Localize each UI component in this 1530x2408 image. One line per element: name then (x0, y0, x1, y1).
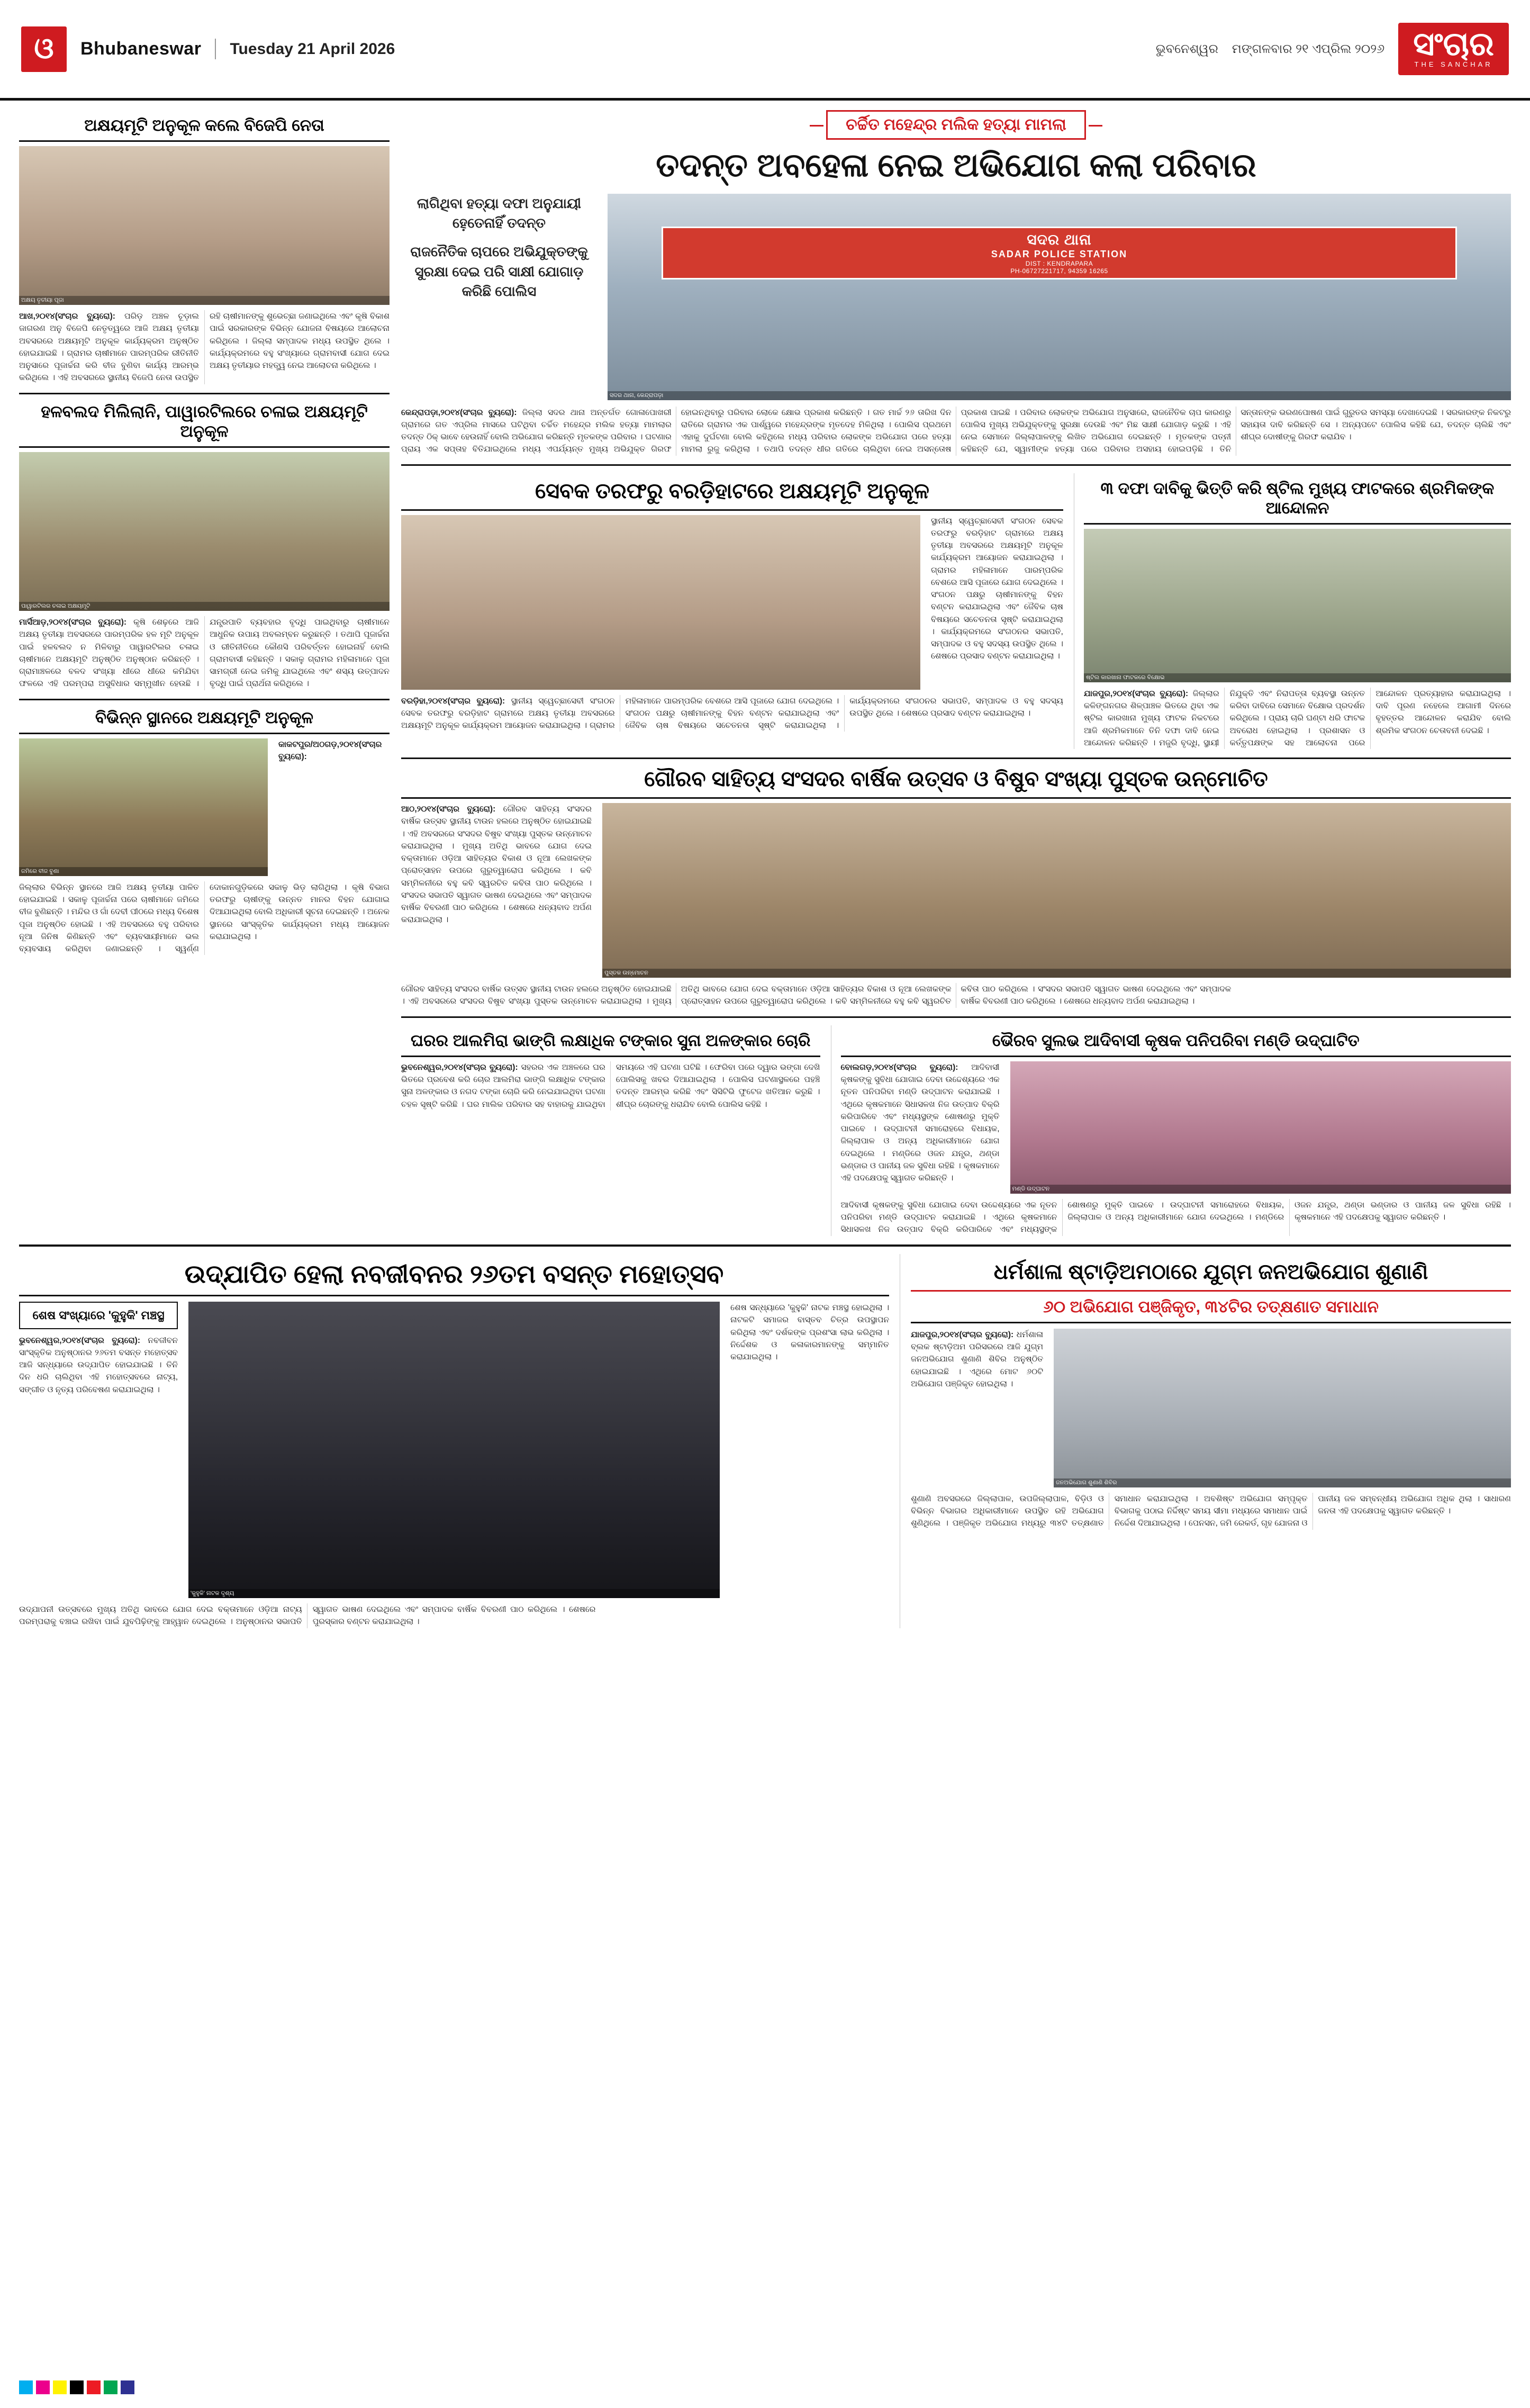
lead-para-1: ଜିଲ୍ଲା ସଦର ଥାନା ଅନ୍ତର୍ଗତ ଗୋଳାପୋଖରୀ ଗ୍ରାମରେ ଗତ ଏପ୍ରିଲ ମାସରେ ଘଟିଥିବା ଚର୍ଚ୍ଚିତ ମହେନ୍ଦ୍ର ମଲିକ ହତ୍ୟା ମାମଲାର ତଦନ୍ତ ଠିକ୍ ଭାବେ ହେଉନାହିଁ ବୋଲି ଅଭିଯୋଗ କରିଛନ୍ତି ମୃତକଙ୍କ ପରିବାର । ଘଟଣାର ପ୍ରାୟ ଏକ ସପ୍ତାହ ବିତିଯାଇଥିଲେ ମଧ୍ୟ ଏପର୍ଯ୍ୟନ୍ତ ମୁଖ୍ୟ ଅଭିଯୁକ୍ତ ଗିରଫ ହୋଇନଥିବାରୁ ପରିବାର ଲୋକେ କ୍ଷୋଭ ପ୍ରକାଶ କରିଛନ୍ତି । (401, 408, 870, 454)
story-headline: ଉଦ୍‌ଯାପିତ ହେଲା ନବଜୀବନର ୨୬ତମ ବସନ୍ତ ମହୋତ୍ସବ (184, 1260, 724, 1288)
story-body (1084, 688, 1511, 749)
lead-para-4: ମୃତକଙ୍କ ପତ୍ନୀ କହିଛନ୍ତି ଯେ, ସ୍ୱାମୀଙ୍କ ହତ୍ୟା ପରେ ପରିବାର ଅସହାୟ ହୋଇପଡ଼ିଛି । ତିନି ସନ୍ତାନଙ୍କ ଭରଣପୋଷଣ ପାଇଁ ଗୁରୁତର ସମସ୍ୟା ଦେଖାଦେଇଛି । ସରକାରଙ୍କ ନିକଟରୁ ସହାୟତା ଦାବି କରିଛନ୍ତି ସେ । ଅନ୍ୟପଟେ ପୋଲିସ କହିଛି ଯେ, ତଦନ୍ତ ଚାଲିଛି ଏବଂ ଶୀଘ୍ର ଦୋଷୀଙ୍କୁ ଗିରଫ କରାଯିବ । (961, 408, 1511, 454)
story-body (19, 616, 390, 690)
story-text-a: ଗୌରବ ସାହିତ୍ୟ ସଂସଦର ବାର୍ଷିକ ଉତ୍ସବ ସ୍ଥାନୀୟ ଟାଉନ ହଲରେ ଅନୁଷ୍ଠିତ ହୋଇଯାଇଛି । ଏହି ଅବସରରେ ସଂସଦର ବିଷୁବ ସଂଖ୍ୟା ପୁସ୍ତକ ଉନ୍ମୋଚନ କରାଯାଇଥିଲା । ମୁଖ୍ୟ ଅତିଥି ଭାବରେ ଯୋଗ ଦେଇ ବକ୍ତାମାନେ ଓଡ଼ିଆ ସାହିତ୍ୟର ବିକାଶ ଓ ନୂଆ ଲେଖକଙ୍କ ପ୍ରୋତ୍ସାହନ ଉପରେ ଗୁରୁତ୍ୱାରୋପ କରିଥିଲେ । କବି ସମ୍ମିଳନୀରେ ବହୁ କବି ସ୍ୱରଚିତ କବିତା ପାଠ କରିଥିଲେ । ସଂସଦର ସଭାପତି ସ୍ୱାଗତ ଭାଷଣ ଦେଇଥିଲେ ଏବଂ ସମ୍ପାଦକ ବାର୍ଷିକ ବିବରଣୀ ପାଠ କରିଥିଲେ । ଶେଷରେ ଧନ୍ୟବାଦ ଅର୍ପଣ କରାଯାଇଥିଲା । (401, 805, 592, 925)
story-bhairab (831, 1025, 1511, 1236)
story-subhead: ଶେଷ ସଂଖ୍ୟାରେ 'କୁହୁକି' ମଞ୍ଚସ୍ଥ (32, 1309, 165, 1322)
story-text: ଜିଲ୍ଲାର ବିଭିନ୍ନ ସ୍ଥାନରେ ଆଜି ଅକ୍ଷୟ ତୃତୀୟା ପାଳିତ ହୋଇଯାଇଛି । ସକାଳୁ ପୂଜାର୍ଚ୍ଚନା ପରେ ଚାଷୀମାନେ ଜମିରେ ବୀଜ ବୁଣିଛନ୍ତି । ମନ୍ଦିର ଓ ଗାଁ ଦେବୀ ପୀଠରେ ମଧ୍ୟ ବିଶେଷ ପୂଜା ଅନୁଷ୍ଠିତ ହୋଇଛି । ଏହି ଅବସରରେ ବହୁ ପରିବାର ନୂଆ ଜିନିଷ କିଣିଛନ୍ତି ଏବଂ ବ୍ୟବସାୟୀମାନେ ଭଲ ବ୍ୟବସାୟ କରିଥିବା ଜଣାଇଛନ୍ତି । ସ୍ୱର୍ଣ୍ଣ ଦୋକାନଗୁଡ଼ିକରେ ସକାଳୁ ଭିଡ଼ ଲାଗିଥିଲା । କୃଷି ବିଭାଗ ତରଫରୁ ଚାଷୀଙ୍କୁ ଉନ୍ନତ ମାନର ବିହନ ଯୋଗାଇ ଦିଆଯାଇଥିଲା ବୋଲି ଅଧିକାରୀ ସୂଚନା ଦେଇଛନ୍ତି । ଅନେକ ସ୍ଥାନରେ ସାଂସ୍କୃତିକ କାର୍ଯ୍ୟକ୍ରମ ମଧ୍ୟ ଆୟୋଜନ କରାଯାଇଥିଲା । (19, 882, 390, 953)
story-headline: ଘରର ଆଲମିରା ଭାଙ୍ଗି ଲକ୍ଷାଧିକ ଟଙ୍କାର ସୁନା ଅଳଙ୍କାର ଚୋରି (411, 1031, 811, 1050)
story-headline: ହଳବଲଦ ମିଲିଲାନି, ପାୱାରଟିଲରେ ଚଳାଇ ଅକ୍ଷୟମୂଟି ଅନୁକୂଳ (41, 402, 368, 440)
drama-left (19, 1302, 178, 1598)
signboard-phone: PH-06727221717, 94359 16265 (1010, 267, 1108, 275)
left-column (19, 110, 390, 1236)
main-column (401, 110, 1511, 1236)
story-text-a: ଆଦିବାସୀ କୃଷକଙ୍କୁ ସୁବିଧା ଯୋଗାଇ ଦେବା ଉଦ୍ଦେଶ୍ୟରେ ଏକ ନୂତନ ପନିପରିବା ମଣ୍ଡି ଉଦ୍‌ଘାଟନ କରାଯାଇଛି । ଏଥିରେ କୃଷକମାନେ ସିଧାସଳଖ ନିଜ ଉତ୍ପାଦ ବିକ୍ରି କରିପାରିବେ ଏବଂ ମଧ୍ୟସ୍ଥଙ୍କ ଶୋଷଣରୁ ମୁକ୍ତି ପାଇବେ । ଉଦ୍‌ଘାଟନୀ ସମାରୋହରେ ବିଧାୟକ, ଜିଲ୍ଲାପାଳ ଓ ଅନ୍ୟ ଅଧିକାରୀମାନେ ଯୋଗ ଦେଇଥିଲେ । ମଣ୍ଡିରେ ଓଜନ ଯନ୍ତ୍ର, ଥଣ୍ଡା ଭଣ୍ଡାର ଓ ପାନୀୟ ଜଳ ସୁବିଧା ରହିଛି । କୃଷକମାନେ ଏହି ପଦକ୍ଷେପକୁ ସ୍ୱାଗତ କରିଛନ୍ତି । (840, 1062, 1000, 1183)
story-body (401, 983, 1511, 1008)
story-photo-row (401, 803, 1511, 978)
story-dateline: ଆଖ,୨୦୧୪(ସଂଚାର ବ୍ୟୁରୋ): (19, 312, 115, 321)
edition-date: Tuesday 21 April 2026 (230, 40, 395, 58)
story-subhead: ୬୦ ଅଭିଯୋଗ ପଞ୍ଜିକୃତ, ୩୪ଟିର ତତ୍‌କ୍ଷଣାତ ସମାଧାନ (1043, 1297, 1379, 1316)
story-photo (188, 1302, 720, 1598)
brand-name: ସଂଚାର (1413, 26, 1494, 62)
grievance-text-1 (911, 1329, 1043, 1487)
photo-caption: ପୁସ୍ତକ ଉନ୍ମୋଚନ (602, 969, 1511, 978)
story-photo-row (401, 515, 1063, 690)
story-text-b: ଗୌରବ ସାହିତ୍ୟ ସଂସଦର ବାର୍ଷିକ ଉତ୍ସବ ସ୍ଥାନୀୟ ଟାଉନ ହଲରେ ଅନୁଷ୍ଠିତ ହୋଇଯାଇଛି । ଏହି ଅବସରରେ ସଂସଦର ବିଷୁବ ସଂଖ୍ୟା ପୁସ୍ତକ ଉନ୍ମୋଚନ କରାଯାଇଥିଲା । ମୁଖ୍ୟ ଅତିଥି ଭାବରେ ଯୋଗ ଦେଇ ବକ୍ତାମାନେ ଓଡ଼ିଆ ସାହିତ୍ୟର ବିକାଶ ଓ ନୂଆ ଲେଖକଙ୍କ ପ୍ରୋତ୍ସାହନ ଉପରେ ଗୁରୁତ୍ୱାରୋପ କରିଥିଲେ । କବି ସମ୍ମିଳନୀରେ ବହୁ କବି ସ୍ୱରଚିତ କବିତା ପାଠ କରିଥିଲେ । ସଂସଦର ସଭାପତି ସ୍ୱାଗତ ଭାଷଣ ଦେଇଥିଲେ ଏବଂ ସମ୍ପାଦକ ବାର୍ଷିକ ବିବରଣୀ ପାଠ କରିଥିଲେ । ଶେଷରେ ଧନ୍ୟବାଦ ଅର୍ପଣ କରାଯାଇଥିଲା । (401, 985, 1232, 1006)
story-para-4: ଅନୁଷ୍ଠାନର ସଭାପତି ସ୍ୱାଗତ ଭାଷଣ ଦେଇଥିଲେ ଏବଂ ସମ୍ପାଦକ ବାର୍ଷିକ ବିବରଣୀ ପାଠ କରିଥିଲେ । ଶେଷରେ ପୁରସ୍କାର ବଣ୍ଟନ କରାଯାଇଥିଲା । (236, 1605, 596, 1627)
story-photo (19, 452, 390, 611)
drama-text-2 (730, 1302, 889, 1598)
story-photo (1010, 1061, 1511, 1194)
story-headline: ଧର୍ମଶାଳା ଷ୍ଟାଡ଼ିଅମଠାରେ ଯୁଗ୍ମ ଜନଅଭିଯୋଗ ଶୁଣାଣି (993, 1260, 1428, 1284)
lead-photo (608, 194, 1511, 400)
story-photo-row (19, 738, 390, 876)
story-headline: ୩ ଦଫା ଦାବିକୁ ଭିତ୍ତି କରି ଷ୍ଟିଲ ମୁଖ୍ୟ ଫାଟକରେ ଶ୍ରମିକଙ୍କ ଆନ୍ଦୋଳନ (1100, 479, 1495, 517)
story-text-b: ସ୍ଥାନୀୟ ସ୍ୱେଚ୍ଛାସେବୀ ସଂଗଠନ ସେବକ ତରଫରୁ ବରଡ଼ିହାଟ ଗ୍ରାମରେ ଅକ୍ଷୟ ତୃତୀୟା ଅବସରରେ ଅକ୍ଷୟମୂଟି ଅନୁକୂଳ କାର୍ଯ୍ୟକ୍ରମ ଆୟୋଜନ କରାଯାଇଥିଲା । ଗ୍ରାମର ମହିଳାମାନେ ପାରମ୍ପରିକ ବେଶରେ ଆସି ପୂଜାରେ ଯୋଗ ଦେଇଥିଲେ । ସଂଗଠନ ପକ୍ଷରୁ ଚାଷୀମାନଙ୍କୁ ବିହନ ବଣ୍ଟନ କରାଯାଇଥିଲା ଏବଂ ଜୈବିକ ଚାଷ ବିଷୟରେ ସଚେତନତା ସୃଷ୍ଟି କରାଯାଇଥିଲା । କାର୍ଯ୍ୟକ୍ରମରେ ସଂଗଠନର ସଭାପତି, ସମ୍ପାଦକ ଓ ବହୁ ସଦସ୍ୟ ଉପସ୍ଥିତ ଥିଲେ । ଶେଷରେ ପ୍ରସାଦ ବଣ୍ଟନ କରାଯାଇଥିଲା । (401, 696, 1063, 730)
story-side-text (401, 803, 592, 978)
story-headline: ସେବକ ତରଫରୁ ବରଡ଼ିହାଟରେ ଅକ୍ଷୟମୂଟି ଅନୁକୂଳ (535, 479, 929, 503)
story-headline: ଭୈରବ ସୁଲଭ ଆଦିବାସୀ କୃଷକ ପନିପରିବା ମଣ୍ଡି ଉଦ୍‌ଘାଟିତ (992, 1031, 1360, 1050)
third-row (401, 1025, 1511, 1236)
edition-city-odia: ଭୁବନେଶ୍ୱର (1155, 41, 1218, 56)
story-side-text (841, 1061, 1000, 1194)
registration-marks (19, 2380, 134, 2394)
story-photo (19, 146, 390, 305)
lead-headline: ତଦନ୍ତ ଅବହେଳା ନେଇ ଅଭିଯୋଗ କଲା ପରିବାର (656, 147, 1256, 184)
photo-caption: ଜମିରେ ବୀଜ ବୁଣା (19, 867, 268, 876)
story-photo-row (841, 1061, 1511, 1194)
story-text-a: ସ୍ଥାନୀୟ ସ୍ୱେଚ୍ଛାସେବୀ ସଂଗଠନ ସେବକ ତରଫରୁ ବରଡ଼ିହାଟ ଗ୍ରାମରେ ଅକ୍ଷୟ ତୃତୀୟା ଅବସରରେ ଅକ୍ଷୟମୂଟି ଅନୁକୂଳ କାର୍ଯ୍ୟକ୍ରମ ଆୟୋଜନ କରାଯାଇଥିଲା । ଗ୍ରାମର ମହିଳାମାନେ ପାରମ୍ପରିକ ବେଶରେ ଆସି ପୂଜାରେ ଯୋଗ ଦେଇଥିଲେ । ସଂଗଠନ ପକ୍ଷରୁ ଚାଷୀମାନଙ୍କୁ ବିହନ ବଣ୍ଟନ କରାଯାଇଥିଲା ଏବଂ ଜୈବିକ ଚାଷ ବିଷୟରେ ସଚେତନତା ସୃଷ୍ଟି କରାଯାଇଥିଲା । କାର୍ଯ୍ୟକ୍ରମରେ ସଂଗଠନର ସଭାପତି, ସମ୍ପାଦକ ଓ ବହୁ ସଦସ୍ୟ ଉପସ୍ଥିତ ଥିଲେ । ଶେଷରେ ପ୍ରସାଦ ବଣ୍ଟନ କରାଯାଇଥିଲା । (930, 516, 1063, 661)
edition-date-odia: ମଙ୍ଗଳବାର ୨୧ ଏପ୍ରିଲ ୨୦୨୬ (1232, 41, 1385, 56)
story-photo (1054, 1329, 1511, 1487)
story-powertiller (19, 402, 390, 690)
photo-caption: ଜନଅଭିଯୋଗ ଶୁଣାଣି ଶିବିର (1054, 1478, 1511, 1487)
lead-subhead-1: ଲାଗିଥିବା ହତ୍ୟା ଦଫା ଅନୁଯାୟୀ ହେତେ଼ନାହିଁ ତଦନ୍ତ (417, 195, 582, 231)
story-dateline: କାକଟପୁର/ଅଠଗଡ଼,୨୦୧୪(ସଂଚାର ବ୍ୟୁରୋ): (278, 739, 382, 761)
bottom-section (19, 1254, 1511, 1628)
masthead-right (1156, 23, 1509, 75)
story-para-1: ଧର୍ମଶାଳା ବ୍ଲକ ଷ୍ଟାଡ଼ିଅମ ପରିସରରେ ଆଜି ଯୁଗ୍ମ ଜନଅଭିଯୋଗ ଶୁଣାଣି ଶିବିର ଅନୁଷ୍ଠିତ ହୋଇଯାଇଛି । ଏଥିରେ ମୋଟ ୬୦ଟି ଅଭିଯୋଗ ପଞ୍ଜିକୃତ ହୋଇଥିଲା । (911, 1330, 1044, 1388)
story-dateline: ବୋଲଗଡ଼,୨୦୧୪(ସଂଚାର ବ୍ୟୁରୋ): (840, 1062, 958, 1072)
lead-body (401, 407, 1511, 456)
story-dateline: ଯାଜପୁର,୨୦୧୪(ସଂଚାର ବ୍ୟୁରୋ): (911, 1330, 1014, 1339)
drama-subhead-box (19, 1302, 178, 1329)
drama-row (19, 1302, 889, 1598)
drama-text-1 (19, 1334, 178, 1396)
photo-caption: ସଦର ଥାନା, କେନ୍ଦ୍ରାପଡ଼ା (608, 391, 1511, 400)
signboard-odia: ସଦର ଥାନା (1027, 231, 1092, 248)
story-para-2: ଶୁଣାଣି ଅବସରରେ ଜିଲ୍ଲାପାଳ, ଉପଜିଲ୍ଲାପାଳ, ବିଡ଼ିଓ ଓ ବିଭିନ୍ନ ବିଭାଗର ଅଧିକାରୀମାନେ ଉପସ୍ଥିତ ରହି ଅଭିଯୋଗ ଶୁଣିଥିଲେ । (911, 1494, 1104, 1528)
story-dateline: ଯାଜପୁର,୨୦୧୪(ସଂଚାର ବ୍ୟୁରୋ): (1083, 689, 1189, 698)
story-akshaya-various (19, 708, 390, 955)
page-content (0, 101, 1530, 1628)
publication-logo: ଓ (21, 26, 67, 72)
story-text: ପରିଡ଼ ଅଞ୍ଚଳ ଚୂଡ଼ାଲ ଜାଗରଣ ଅନୁ ବିଜେପି ନେତୃତ୍ୱରେ ଆଜି ଅକ୍ଷୟ ତୃତୀୟା ଅବସରରେ ଅକ୍ଷୟମୂଟି ଅନୁକୂଳ କାର୍ଯ୍ୟକ୍ରମ ଅନୁଷ୍ଠିତ ହୋଇଯାଇଛି । ଗ୍ରାମର ଚାଷୀମାନେ ପାରମ୍ପରିକ ରୀତିନୀତି ଅନୁସାରେ ପୂଜାର୍ଚ୍ଚନା କରି ବୀଜ ବୁଣିବା କାର୍ଯ୍ୟ ଆରମ୍ଭ କରିଥିଲେ । ଏହି ଅବସରରେ ସ୍ଥାନୀୟ ବିଜେପି ନେତା ଉପସ୍ଥିତ ରହି ଚାଷୀମାନଙ୍କୁ ଶୁଭେଚ୍ଛା ଜଣାଇଥିଲେ ଏବଂ କୃଷି ବିକାଶ ପାଇଁ ସରକାରଙ୍କ ବିଭିନ୍ନ ଯୋଜନା ବିଷୟରେ ଆଲୋଚନା କରିଥିଲେ । ଜିଲ୍ଲା ସମ୍ପାଦକ ମଧ୍ୟ ଉପସ୍ଥିତ ଥିଲେ । କାର୍ଯ୍ୟକ୍ରମରେ ବହୁ ସଂଖ୍ୟାରେ ଗ୍ରାମବାସୀ ଯୋଗ ଦେଇ ଅକ୍ଷୟ ତୃତୀୟାର ମହତ୍ତ୍ୱ ନେଇ ଆଲୋଚନା କରିଥିଲେ । (19, 312, 390, 383)
story-headline: ବିଭିନ୍ନ ସ୍ଥାନରେ ଅକ୍ଷୟମୂଟି ଅନୁକୂଳ (95, 708, 314, 727)
story-side-text (931, 515, 1063, 690)
secondary-row (401, 473, 1511, 750)
story-dateline: ଭୁବନେଶ୍ୱର,୨୦୧୪(ସଂଚାର ବ୍ୟୁରୋ): (401, 1062, 518, 1072)
story-photo (19, 738, 268, 876)
story-gaurav (401, 766, 1511, 1008)
lead-banner: ଚର୍ଚ୍ଚିତ ମହେନ୍ଦ୍ର ମଲିକ ହତ୍ୟା ମାମଲା (826, 110, 1086, 140)
story-headline: ଗୌରବ ସାହିତ୍ୟ ସଂସଦର ବାର୍ଷିକ ଉତ୍ସବ ଓ ବିଷୁବ ସଂଖ୍ୟା ପୁସ୍ତକ ଉନ୍ମୋଚିତ (644, 768, 1268, 791)
story-body (19, 881, 390, 955)
lead-para-3: ପରିବାର ଲୋକଙ୍କ ଅଭିଯୋଗ ଅନୁସାରେ, ରାଜନୈତିକ ଚାପ କାରଣରୁ ପୋଲିସ ମୁଖ୍ୟ ଅଭିଯୁକ୍ତଙ୍କୁ ସୁରକ୍ଷା ଦେଉଛି ଏବଂ ମିଛ ସାକ୍ଷୀ ଯୋଗାଡ଼ କରୁଛି । ଏହି ନେଇ ସେମାନେ ଜିଲ୍ଲାପାଳଙ୍କୁ ଲିଖିତ ଅଭିଯୋଗ ଦେଇଛନ୍ତି । (961, 408, 1232, 441)
story-body (841, 1199, 1511, 1236)
photo-caption: 'କୁହୁକି' ନାଟକ ଦୃଶ୍ୟ (188, 1589, 720, 1598)
police-signboard (662, 227, 1456, 279)
grievance-body (911, 1493, 1511, 1530)
story-strike (1074, 473, 1511, 750)
story-dateline: ମାର୍ସିଆଡ଼,୨୦୧୪(ସଂଚାର ବ୍ୟୁରୋ): (19, 618, 127, 627)
upper-section (19, 110, 1511, 1236)
story-para-2: ଶେଷ ସନ୍ଧ୍ୟାରେ 'କୁହୁକି' ନାଟକ ମଞ୍ଚସ୍ଥ ହୋଇଥିଲା । ନାଟକଟି ସମାଜର ବାସ୍ତବ ଚିତ୍ର ଉପସ୍ଥାପନ କରିଥିଲା ଏବଂ ଦର୍ଶକଙ୍କ ପ୍ରଶଂସା ଲାଭ କରିଥିଲା । ନିର୍ଦ୍ଦେଶକ ଓ କଳାକାରମାନଙ୍କୁ ସମ୍ମାନିତ କରାଯାଇଥିଲା । (730, 1303, 890, 1362)
story-side-text (278, 738, 390, 876)
story-para-4: ପେନସନ, ଜମି ରେକର୍ଡ, ଗୃହ ଯୋଜନା ଓ ପାନୀୟ ଜଳ ସମ୍ବନ୍ଧୀୟ ଅଭିଯୋଗ ଅଧିକ ଥିଲା । ସାଧାରଣ ଜନତା ଏହି ପଦକ୍ଷେପକୁ ସ୍ୱାଗତ କରିଛନ୍ତି । (1188, 1494, 1511, 1528)
story-bjp-leader (19, 115, 390, 384)
story-text: ଜିଲ୍ଲାର କଳିଙ୍ଗନଗର ଶିଳ୍ପାଞ୍ଚଳ ଭିତରେ ଥିବା ଏକ ଷ୍ଟିଲ କାରଖାନା ମୁଖ୍ୟ ଫାଟକ ନିକଟରେ ଆଜି ଶ୍ରମିକମାନେ ତିନି ଦଫା ଦାବି ନେଇ ଆନ୍ଦୋଳନ କରିଛନ୍ତି । ମଜୁରି ବୃଦ୍ଧି, ସ୍ଥାୟୀ ନିଯୁକ୍ତି ଏବଂ ନିରାପତ୍ତା ବ୍ୟବସ୍ଥା ଉନ୍ନତ କରିବା ଦାବିରେ ସେମାନେ ବିକ୍ଷୋଭ ପ୍ରଦର୍ଶନ କରିଥିଲେ । ପ୍ରାୟ ଚାରି ଘଣ୍ଟା ଧରି ଫାଟକ ଅବରୋଧ ହୋଇଥିଲା । ପ୍ରଶାସନ ଓ କର୍ତ୍ତୃପକ୍ଷଙ୍କ ସହ ଆଲୋଚନା ପରେ ଆନ୍ଦୋଳନ ପ୍ରତ୍ୟାହାର କରାଯାଇଥିଲା । ଦାବି ପୂରଣ ନହେଲେ ଆଗାମୀ ଦିନରେ ବୃହତ୍ତର ଆନ୍ଦୋଳନ କରାଯିବ ବୋଲି ଶ୍ରମିକ ସଂଗଠନ ଚେତାବନୀ ଦେଇଛି । (1083, 689, 1511, 747)
brand-subtitle: THE SANCHAR (1414, 60, 1493, 68)
story-para-3: ପଞ୍ଜିକୃତ ଅଭିଯୋଗ ମଧ୍ୟରୁ ୩୪ଟି ତତ୍‌କ୍ଷଣାତ ସମାଧାନ କରାଯାଇଥିଲା । ଅବଶିଷ୍ଟ ଅଭିଯୋଗ ସମ୍ପୃକ୍ତ ବିଭାଗକୁ ପଠାଇ ନିର୍ଦ୍ଦିଷ୍ଟ ସମୟ ସୀମା ମଧ୍ୟରେ ସମାଧାନ ପାଇଁ ନିର୍ଦ୍ଦେଶ ଦିଆଯାଇଥିଲା । (952, 1494, 1308, 1528)
story-para-3: ଉଦ୍‌ଯାପନୀ ଉତ୍ସବରେ ମୁଖ୍ୟ ଅତିଥି ଭାବରେ ଯୋଗ ଦେଇ ବକ୍ତାମାନେ ଓଡ଼ିଆ ନାଟ୍ୟ ପରମ୍ପରାକୁ ବଞ୍ଚାଇ ରଖିବା ପାଇଁ ଯୁବପିଢ଼ିଙ୍କୁ ଆହ୍ୱାନ ଦେଇଥିଲେ । (19, 1605, 302, 1627)
lead-subhead-2: ରାଜନୈତିକ ଚାପରେ ଅଭିଯୁକ୍ତଙ୍କୁ ସୁରକ୍ଷା ଦେଇ ପରି ସାକ୍ଷୀ ଯୋଗାଡ଼ କରିଛି ପୋଲିସ (410, 243, 588, 300)
story-headline: ଅକ୍ଷୟମୂଟି ଅନୁକୂଳ କଲେ ବିଜେପି ନେତା (84, 116, 324, 134)
story-photo (401, 515, 920, 690)
story-body (19, 310, 390, 384)
story-grievance (900, 1254, 1511, 1628)
story-para-1: ନବଜୀବନ ସାଂସ୍କୃତିକ ଅନୁଷ୍ଠାନର ୨୬ତମ ବସନ୍ତ ମହୋତ୍ସବ ଆଜି ସନ୍ଧ୍ୟାରେ ଉଦ୍‌ଯାପିତ ହୋଇଯାଇଛି । ତିନି ଦିନ ଧରି ଚାଲିଥିବା ଏହି ମହୋତ୍ସବରେ ନାଟ୍ୟ, ସଙ୍ଗୀତ ଓ ନୃତ୍ୟ ପରିବେଷଣ କରାଯାଇଥିଲା । (19, 1336, 178, 1394)
story-dateline: ବରଡ଼ିହା,୨୦୧୪(ସଂଚାର ବ୍ୟୁରୋ): (401, 696, 505, 706)
lead-banner-wrap (401, 110, 1511, 140)
story-body (401, 695, 1063, 732)
story-body (401, 1061, 820, 1111)
story-text: କୃଷି ଶେଢ଼ରେ ଆଜି ଅକ୍ଷୟ ତୃତୀୟା ଅବସରରେ ପାରମ୍ପରିକ ହଳ ମୂଟି ଅନୁକୂଳ ପାଇଁ ହଳବଲଦ ନ ମିଳିବାରୁ ପାୱାରଟିଲର ଚଳାଇ ଚାଷୀମାନେ ଅକ୍ଷୟମୂଟି ଅନୁଷ୍ଠିତ ଅନୁଷ୍ଠାନ କରିଛନ୍ତି । ଗ୍ରାମାଞ୍ଚଳରେ ବଳଦ ସଂଖ୍ୟା ଧୀରେ ଧୀରେ କମିଯିବା ଫଳରେ ଏହି ପରମ୍ପରା ଅସୁବିଧାର ସମ୍ମୁଖୀନ ହେଉଛି । ଯନ୍ତ୍ରପାତି ବ୍ୟବହାର ବୃଦ୍ଧି ପାଇଥିବାରୁ ଚାଷୀମାନେ ଆଧୁନିକ ଉପାୟ ଅବଲମ୍ବନ କରୁଛନ୍ତି । ତଥାପି ପୂଜାର୍ଚ୍ଚନା ଓ ରୀତିନୀତିରେ କୌଣସି ପରିବର୍ତ୍ତନ ହୋଇନାହିଁ ବୋଲି ଗ୍ରାମବାସୀ କହିଛନ୍ତି । ସକାଳୁ ଗ୍ରାମର ମହିଳାମାନେ ପୂଜା ସାମଗ୍ରୀ ନେଇ ଜମିକୁ ଯାଇଥିଲେ ଏବଂ ଶସ୍ୟ ଉତ୍ପାଦନ ବୃଦ୍ଧି ପାଇଁ ପ୍ରାର୍ଥନା କରିଥିଲେ । (19, 618, 390, 689)
masthead (0, 0, 1530, 101)
signboard-english: SADAR POLICE STATION (991, 248, 1128, 259)
photo-caption: ଷ୍ଟିଲ କାରଖାନା ଫାଟକରେ ବିକ୍ଷୋଭ (1084, 673, 1511, 682)
drama-body (19, 1603, 889, 1628)
lead-para-2: ଗତ ମାର୍ଚ୍ଚ ୨୬ ତାରିଖ ଦିନ ରାତିରେ ଗ୍ରାମର ଏକ ପାର୍ଶ୍ୱରେ ମହେନ୍ଦ୍ରଙ୍କ ମୃତଦେହ ମିଳିଥିଲା । ପୋଲିସ ପ୍ରଥମେ ଏହାକୁ ଦୁର୍ଘଟଣା ବୋଲି କହିଥିଲେ ମଧ୍ୟ ପରିବାର ଲୋକଙ୍କ ଅଭିଯୋଗ ପରେ ହତ୍ୟା ମାମଲା ରୁଜୁ କରିଥିଲା । ତଥାପି ତଦନ୍ତ ଧୀର ଗତିରେ ଚାଲିଥିବା ନେଇ ଅସନ୍ତୋଷ ପ୍ରକାଶ ପାଇଛି । (681, 408, 1017, 454)
edition-city: Bhubaneswar (80, 39, 216, 59)
story-text: ସହରର ଏକ ଅଞ୍ଚଳରେ ଘର ଭିତରେ ପ୍ରବେଶ କରି ଚୋର ଆଲମିରା ଭାଙ୍ଗି ଲକ୍ଷାଧିକ ଟଙ୍କାର ସୁନା ଅଳଙ୍କାର ଓ ନଗଦ ଟଙ୍କା ଚୋରି କରି ନେଇଯାଇଥିବା ଘଟଣା ଚହଳ ସୃଷ୍ଟି କରିଛି । ଘର ମାଲିକ ପରିବାର ସହ ବାହାରକୁ ଯାଇଥିବା ସମୟରେ ଏହି ଘଟଣା ଘଟିଛି । ଫେରିବା ପରେ ଦ୍ୱାର ଭଙ୍ଗା ଦେଖି ପୋଲିସକୁ ଖବର ଦିଆଯାଇଥିଲା । ପୋଲିସ ଘଟଣାସ୍ଥଳରେ ପହଞ୍ଚି ତଦନ୍ତ ଆରମ୍ଭ କରିଛି ଏବଂ ସିସିଟିଭି ଫୁଟେଜ ଖତିଆନ କରୁଛି । ଶୀଘ୍ର ଚୋରଙ୍କୁ ଧରାଯିବ ବୋଲି ପୋଲିସ କହିଛି । (401, 1062, 820, 1109)
signboard-district: DIST : KENDRAPARA (1025, 259, 1093, 267)
brand-logo (1398, 23, 1509, 75)
lead-subheads (401, 194, 597, 400)
story-dateline: ଭୁବନେଶ୍ୱର,୨୦୧୪(ସଂଚାର ବ୍ୟୁରୋ): (19, 1336, 140, 1345)
grievance-row (911, 1329, 1511, 1487)
story-photo (1084, 529, 1511, 682)
story-text-b: ଆଦିବାସୀ କୃଷକଙ୍କୁ ସୁବିଧା ଯୋଗାଇ ଦେବା ଉଦ୍ଦେଶ୍ୟରେ ଏକ ନୂତନ ପନିପରିବା ମଣ୍ଡି ଉଦ୍‌ଘାଟନ କରାଯାଇଛି । ଏଥିରେ କୃଷକମାନେ ସିଧାସଳଖ ନିଜ ଉତ୍ପାଦ ବିକ୍ରି କରିପାରିବେ ଏବଂ ମଧ୍ୟସ୍ଥଙ୍କ ଶୋଷଣରୁ ମୁକ୍ତି ପାଇବେ । ଉଦ୍‌ଘାଟନୀ ସମାରୋହରେ ବିଧାୟକ, ଜିଲ୍ଲାପାଳ ଓ ଅନ୍ୟ ଅଧିକାରୀମାନେ ଯୋଗ ଦେଇଥିଲେ । ମଣ୍ଡିରେ ଓଜନ ଯନ୍ତ୍ର, ଥଣ୍ଡା ଭଣ୍ଡାର ଓ ପାନୀୟ ଜଳ ସୁବିଧା ରହିଛି । କୃଷକମାନେ ଏହି ପଦକ୍ଷେପକୁ ସ୍ୱାଗତ କରିଛନ୍ତି । (840, 1200, 1511, 1234)
story-photo (602, 803, 1511, 978)
photo-caption: ଅକ୍ଷୟ ତୃତୀୟା ପୂଜା (19, 296, 390, 305)
lead-story (401, 110, 1511, 456)
lead-top-row (401, 194, 1511, 400)
story-theft (401, 1025, 820, 1236)
photo-caption: ପାୱାରଟିଲର ଚଳାଇ ଅକ୍ଷୟମୂଟି (19, 602, 390, 611)
photo-caption: ମଣ୍ଡି ଉଦ୍‌ଘାଟନ (1010, 1185, 1511, 1194)
story-drama (19, 1254, 889, 1628)
story-dateline: ଆଠ,୨୦୧୪(ସଂଚାର ବ୍ୟୁରୋ): (401, 805, 496, 814)
lead-dateline: କେନ୍ଦ୍ରାପଡ଼ା,୨୦୧୪(ସଂଚାର ବ୍ୟୁରୋ): (401, 408, 517, 417)
story-sevak (401, 473, 1063, 750)
